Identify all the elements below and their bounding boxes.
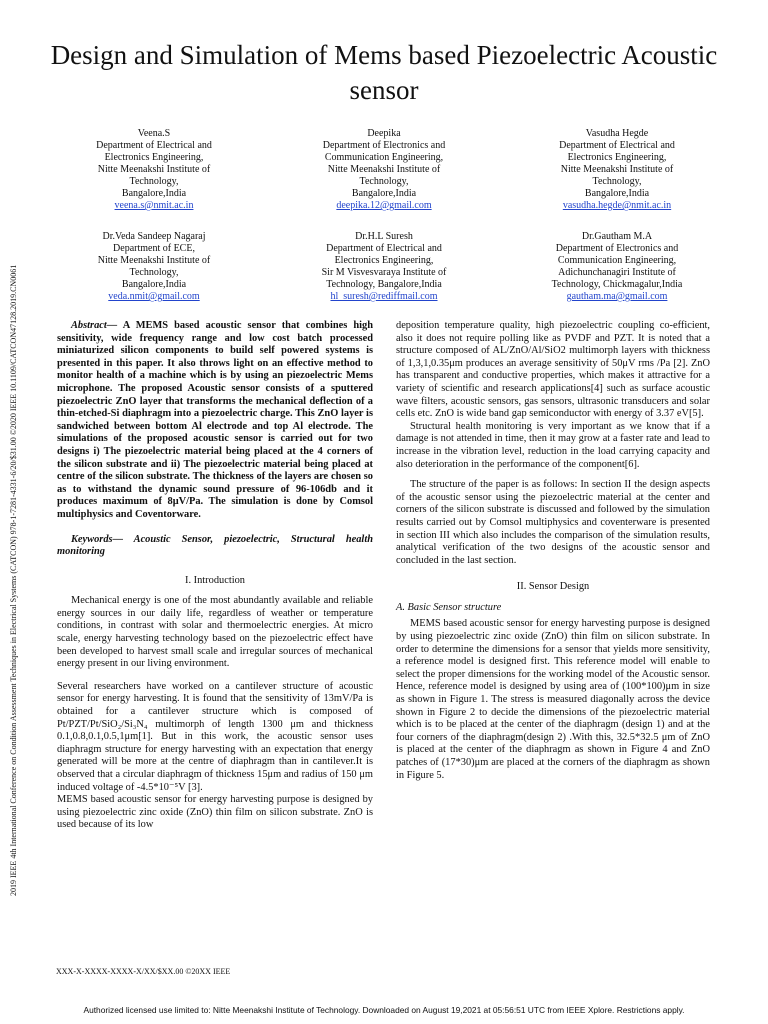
author-block [54, 231, 254, 303]
author-affiliation: Bangalore,India [121, 188, 187, 199]
author-name: Deepika [367, 128, 401, 139]
section-heading-sensor-design: II. Sensor Design [516, 581, 590, 593]
author-name: Vasudha Hegde [585, 128, 649, 139]
author-affiliation: Department of Electrical and [559, 140, 675, 151]
license-notice: Authorized licensed use limited to: Nitte Meenakshi Institute of Technology. Downloaded on August 19,2021 at 05:56:51 UTC from IEEE Xplore. Restrictions apply. [83, 1005, 685, 1015]
author-affiliation: Department of Electrical and [326, 243, 442, 254]
paragraph: The structure of the paper is as follows: In section II the design aspects of the acoustic sensor using the piezoelectric material at the center and corners of the silicon substrate is discussed and followed by the simulation results carried out by Comsol multiphysics and coventerware is presented in section III which also includes the comparison of the simulation results, analytical verification of the two designs of the acoustic sensor and concluded in the last section. [396, 479, 710, 566]
author-affiliation: Department of Electrical and [96, 140, 212, 151]
paragraph: Structural health monitoring is very important as we know that if a damage is not attended in time, then it may grow at a faster rate and lead to increase in the vibration level, reduction in the load carrying capacity and also deterioration in the performance of the component[6]. [396, 420, 710, 470]
author-block [284, 128, 484, 212]
author-name: Dr.Gautham M.A [581, 231, 653, 242]
section-heading-introduction: I. Introduction [184, 574, 246, 586]
left-column [57, 320, 373, 832]
abstract-text: A MEMS based acoustic sensor that combines high sensitivity, wide frequency range and low cost batch processed miniaturized silicon components to build self powered systems is presented in this paper. It also throws light on an effective method to monitor health of a machine which is by using an piezoelectric Mems microphone. The proposed Acoustic sensor consists of a sputtered piezoelectric ZnO layer that transforms the mechanical deflection of a thin-etched-Si diaphragm into a piezoelectric charge. This ZnO layer is sandwiched between bottom Al electrode and top Al electrode. The simulations of the proposed acoustic sensor is carried out for two designs i) The piezoelectric material being placed at the 4 corners of the silicon substrate and ii) The piezoelectric material being placed at centre of the silicon substrate. The thickness of the layers are chosen so as to withstand the dynamic sound pressure of 96-106db and it produces maximum of 8μV/Pa. The simulation is done by Comsol multiphysics and Coventorware. [57, 320, 374, 520]
author-affiliation: Electronics Engineering, [104, 152, 204, 163]
author-email-link[interactable]: vasudha.hegde@nmit.ac.in [562, 200, 672, 211]
author-block [517, 128, 717, 212]
abstract [57, 320, 373, 522]
keywords [57, 534, 373, 559]
author-affiliation: Bangalore,India [121, 279, 187, 290]
keywords-label: Keywords— [71, 533, 123, 545]
paragraph: deposition temperature quality, high piezoelectric coupling co-efficient, also it does not require polling like as PVDF and PZT. It is noted that a structure composed of AL/ZnO/Al/SiO2 multimorph layers with thickness of 1,3,1,0.35μm produces an average sensitivity of 50μV rms /Pa [2]. ZnO has transparent and conductive properties, which makes it attractive for a variety of scientific and research applications[4] such as surface acoustic wave filters, acoustic sensors, gas sensors, ultrasonic transducers and solar cells etc. ZnO is wide band gap semiconductor with energy of 3.37 eV[5]. [396, 320, 710, 420]
author-email-link[interactable]: gautham.ma@gmail.com [566, 291, 668, 302]
author-affiliation: Department of Electronics and [555, 243, 679, 254]
author-block [517, 231, 717, 303]
author-affiliation: Nitte Meenakshi Institute of [560, 164, 674, 175]
author-affiliation: Bangalore,India [584, 188, 650, 199]
paragraph: MEMS based acoustic sensor for energy harvesting purpose is designed by using piezoelectric zinc oxide (ZnO) thin film on silicon substrate. In order to determine the dimensions for a sensor that yields more sensitivity, a reference model is designed first. This reference model will enable to select the proper dimensions for the working model of the Acoustic sensor. Hence, reference model is designed by using area of (100*100)μm in size as shown in Figure 1. The stress is measured diagonally across the device shown in Figure 2 to decide the dimensions of the piezoelectric material which is to be placed at the center of the diaphragm (design 1) and at the four corners of the diaphragm(design 2) .With this, 32.5*32.5 μm of ZnO is placed at the center of the diaphragm as shown in Figure 4 and ZnO patches of (17*30)μm are placed at the corners of the diaphragm as shown in Figure 5. [396, 618, 710, 781]
copyright-code: XXX-X-XXXX-XXXX-X/XX/$XX.00 ©20XX IEEE [56, 967, 231, 976]
author-affiliation: Technology, [592, 176, 642, 187]
author-affiliation: Bangalore,India [351, 188, 417, 199]
author-affiliation: Nitte Meenakshi Institute of [327, 164, 441, 175]
abstract-label: Abstract— [71, 320, 118, 331]
paper-title: Design and Simulation of Mems based Piezoelectric Acoustic sensor [50, 40, 718, 105]
author-block [54, 128, 254, 212]
keywords-text: Acoustic Sensor, piezoelectric, Structural health monitoring [57, 533, 373, 558]
author-affiliation: Communication Engineering, [324, 152, 444, 163]
author-affiliation: Technology, Bangalore,India [326, 279, 442, 290]
author-block [284, 231, 484, 303]
conference-citation: 2019 IEEE 4th International Conference on Condition Assessment Techniques in Electrical Systems (CATCON) 978-1-7281-4331-6/20/$31.00 ©2020 IEEE 10.1109/CATCON47128.2019.CN0061 [9, 264, 18, 896]
author-email-link[interactable]: hl_suresh@rediffmail.com [330, 291, 438, 302]
author-affiliation: Technology, Chickmagalur,India [551, 279, 683, 290]
author-affiliation: Electronics Engineering, [567, 152, 667, 163]
author-affiliation: Nitte Meenakshi Institute of [97, 255, 211, 266]
author-affiliation: Technology, [129, 176, 179, 187]
author-affiliation: Department of ECE, [113, 243, 195, 254]
author-affiliation: Technology, [129, 267, 179, 278]
right-column [396, 320, 710, 782]
author-name: Veena.S [137, 128, 171, 139]
author-name: Dr.H.L Suresh [355, 231, 413, 242]
author-affiliation: Electronics Engineering, [334, 255, 434, 266]
author-affiliation: Adichunchanagiri Institute of [558, 267, 676, 278]
author-affiliation: Sir M Visvesvaraya Institute of [321, 267, 447, 278]
author-affiliation: Nitte Meenakshi Institute of [97, 164, 211, 175]
author-name: Dr.Veda Sandeep Nagaraj [102, 231, 206, 242]
author-affiliation: Communication Engineering, [557, 255, 677, 266]
paragraph: MEMS based acoustic sensor for energy harvesting purpose is designed by using piezoelectric zinc oxide (ZnO) thin film on silicon substrate. ZnO is used because of its low [57, 794, 373, 831]
author-affiliation: Technology, [359, 176, 409, 187]
subsection-heading: A. Basic Sensor structure [396, 601, 502, 613]
author-affiliation: Department of Electronics and [322, 140, 446, 151]
author-email-link[interactable]: veena.s@nmit.ac.in [114, 200, 194, 211]
conference-sidebar [8, 128, 22, 896]
paragraph: Several researchers have worked on a cantilever structure of acoustic sensor for energy harvesting. It is found that the sensitivity of 13mV/Pa is obtained for a cantilever structure which is composed of Pt/PZT/Pt/SiO₂/Si₃N₄ multimorph of length 1300 μm and thickness 0.1,0.8,0.1,0.5,1μm[1]. But in this work, the acoustic sensor uses diaphragm structure for energy harvesting with an expectation that energy generated will be more at the centre of diaphragm than in cantilever.It is observed that a circular diaphragm of thickness 15μm and radius of 150 μm induced voltage of -4.5*10⁻⁵V [3]. [57, 680, 373, 793]
author-email-link[interactable]: veda.nmit@gmail.com [108, 291, 200, 302]
paragraph: Mechanical energy is one of the most abundantly available and reliable energy sources in our daily life, regardless of weather or temperature conditions, in contrast with solar and thermoelectric energies. At micro scale, energy harvesting technology based on the piezoelectric effect have been developed to harvest small scale and irregular sources of mechanical energy present in our living environment. [57, 595, 373, 670]
author-email-link[interactable]: deepika.12@gmail.com [336, 200, 432, 211]
